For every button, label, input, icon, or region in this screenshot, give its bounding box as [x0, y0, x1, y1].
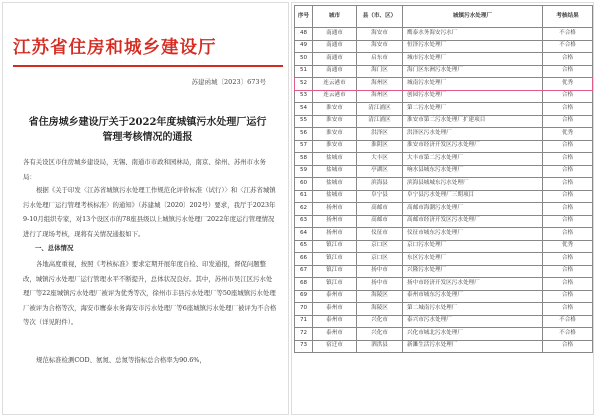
cell-county: 海安市: [357, 28, 403, 41]
cell-result: 合格: [543, 215, 593, 228]
cell-county: 仪征市: [357, 228, 403, 241]
table-row: [295, 153, 593, 166]
overview-paragraph: 各地高度重视，按照《考核标准》要求定期开展年度自检、印发通报，督促问题整改，城镇污水处理厂运行管理水平不断提升，总体状况良好。其中，苏州市吴江区污水处理厂等22座城镇污水处理厂被评为优秀等次，徐州市丰县污水处理厂等50座城镇污水处理厂被评为合格等次，海安市鹰泰水务海安市污水处理厂等6座城镇污水处理厂被评为不合格等次（详见附件）。: [23, 260, 277, 326]
table-row: [295, 228, 593, 241]
cell-county: 海州区: [357, 90, 403, 103]
cell-result: 合格: [543, 253, 593, 266]
table-header-row: [295, 6, 593, 28]
cell-index: 59: [295, 165, 313, 178]
cell-plant: 大丰市第二污水处理厂: [403, 153, 543, 166]
cell-index: 66: [295, 253, 313, 266]
cell-city: 南通市: [313, 28, 357, 41]
cell-index: 51: [295, 65, 313, 78]
table-row: [295, 315, 593, 328]
cell-result: 合格: [543, 228, 593, 241]
table-row: [295, 90, 593, 103]
cell-index: 69: [295, 290, 313, 303]
cell-city: 宿迁市: [313, 340, 357, 353]
cell-result: 合格: [543, 140, 593, 153]
cell-plant: 新濉生活污水处理厂: [403, 340, 543, 353]
table-row: [295, 115, 593, 128]
cell-plant: 淮安市经济开发区污水处理厂: [403, 140, 543, 153]
cell-result: 合格: [543, 103, 593, 116]
cell-city: 镇江市: [313, 253, 357, 266]
cell-county: 海州区: [357, 78, 403, 91]
table-row: [295, 215, 593, 228]
cell-city: 镇江市: [313, 240, 357, 253]
cell-result: 不合格: [543, 28, 593, 41]
document-title: 省住房城乡建设厅关于2022年度城镇污水处理厂运行管理考核情况的通报: [28, 117, 267, 143]
cell-city: 镇江市: [313, 278, 357, 291]
cell-county: 海门区: [357, 65, 403, 78]
cell-city: 扬州市: [313, 228, 357, 241]
cell-county: 海陵区: [357, 290, 403, 303]
cell-result: 优秀: [543, 78, 593, 91]
header-city: 城市: [313, 6, 357, 28]
cell-city: 泰州市: [313, 303, 357, 316]
cell-plant: 泰兴市污水处理厂: [403, 315, 543, 328]
cell-index: 50: [295, 53, 313, 66]
cell-county: 大丰区: [357, 153, 403, 166]
cell-county: 阜宁县: [357, 190, 403, 203]
document-page: [2, 2, 289, 415]
table-row: [295, 328, 593, 341]
cell-plant: 高邮市海潮污水处理厂: [403, 203, 543, 216]
cell-county: 扬中市: [357, 278, 403, 291]
table-row: [295, 240, 593, 253]
cell-index: 60: [295, 178, 313, 191]
cell-county: 亭湖区: [357, 165, 403, 178]
cell-plant: 恒泽污水处理厂: [403, 40, 543, 53]
cell-city: 盐城市: [313, 165, 357, 178]
cell-plant: 海门区东洲污水处理厂: [403, 65, 543, 78]
cell-plant: 淮安市第二污水处理厂扩建项目: [403, 115, 543, 128]
cell-index: 67: [295, 265, 313, 278]
cell-result: 不合格: [543, 40, 593, 53]
cell-city: 连云港市: [313, 78, 357, 91]
cell-result: 不合格: [543, 328, 593, 341]
cell-plant: 响水县城东污水处理厂: [403, 165, 543, 178]
results-table-page: [291, 2, 594, 415]
cell-plant: 城市污水处理厂: [403, 53, 543, 66]
results-table: [294, 5, 593, 353]
cell-index: 68: [295, 278, 313, 291]
cell-index: 52: [295, 78, 313, 91]
cell-plant: 鹰泰水务海安污水厂: [403, 28, 543, 41]
cell-plant: 扬中市经济开发区污水处理厂: [403, 278, 543, 291]
cell-result: 优秀: [543, 128, 593, 141]
cell-index: 63: [295, 215, 313, 228]
cell-city: 盐城市: [313, 190, 357, 203]
cell-county: 淮阴区: [357, 140, 403, 153]
cell-county: 兴化市: [357, 315, 403, 328]
cell-result: 合格: [543, 90, 593, 103]
cell-result: 合格: [543, 290, 593, 303]
cell-county: 海安市: [357, 40, 403, 53]
table-row: [295, 53, 593, 66]
cell-index: 70: [295, 303, 313, 316]
cell-index: 53: [295, 90, 313, 103]
cell-plant: 仪征市城东污水处理厂: [403, 228, 543, 241]
cell-city: 泰州市: [313, 290, 357, 303]
cell-city: 泰州市: [313, 315, 357, 328]
cell-county: 兴化市: [357, 328, 403, 341]
cell-county: 滨海县: [357, 178, 403, 191]
cell-plant: 泰州市城东污水处理厂: [403, 290, 543, 303]
cell-plant: 阜宁县污水处理厂三期项目: [403, 190, 543, 203]
table-row: [295, 303, 593, 316]
cell-county: 京口区: [357, 253, 403, 266]
document-number: 苏建函城〔2023〕673号: [191, 78, 266, 86]
cell-city: 扬州市: [313, 203, 357, 216]
cell-index: 55: [295, 115, 313, 128]
cell-result: 合格: [543, 340, 593, 353]
table-row: [295, 165, 593, 178]
cell-plant: 高邮市经济开发区污水处理厂: [403, 215, 543, 228]
intro-paragraph: 根据《关于印发〈江苏省城镇污水处理工作规范化评价标准（试行）〉和〈江苏省城镇污水处理厂运行管理考核标准〉的通知》（苏建城〔2020〕202号）要求，我厅于2023年9-10月组织专家，对13个设区市的78座县级以上城镇污水处理厂2022年度运行管理情况进行了现场考核，现将有关情况通报如下。: [23, 186, 276, 238]
cell-result: 合格: [543, 178, 593, 191]
cell-result: 合格: [543, 190, 593, 203]
addressee-paragraph: 各有关设区市住房城乡建设局，无锡、南通市市政和园林局，南京、徐州、苏州市水务局：: [23, 158, 266, 181]
cell-city: 泰州市: [313, 328, 357, 341]
cell-index: 73: [295, 340, 313, 353]
table-row: [295, 28, 593, 41]
cell-plant: 东区污水处理厂: [403, 253, 543, 266]
cell-county: 清江浦区: [357, 115, 403, 128]
table-row: [295, 128, 593, 141]
cell-county: 启东市: [357, 53, 403, 66]
cell-plant: 第二污水处理厂: [403, 103, 543, 116]
cell-plant: 第二城南污水处理厂: [403, 303, 543, 316]
cell-plant: 京口污水处理厂: [403, 240, 543, 253]
cell-county: 洪泽区: [357, 128, 403, 141]
cell-plant: 创园污水处理厂: [403, 90, 543, 103]
standards-paragraph: 规范标准检测COD、氨氮、总氮等指标总合格率为90.6%，: [36, 356, 206, 364]
table-row: [295, 290, 593, 303]
table-row: [295, 190, 593, 203]
cell-county: 清江浦区: [357, 103, 403, 116]
letterhead-title: 江苏省住房和城乡建设厅: [13, 38, 217, 58]
table-row: [295, 140, 593, 153]
cell-result: 合格: [543, 165, 593, 178]
cell-index: 62: [295, 203, 313, 216]
cell-county: 京口区: [357, 240, 403, 253]
cell-result: 合格: [543, 278, 593, 291]
table-row: [295, 253, 593, 266]
table-row: [295, 78, 593, 91]
cell-county: 海陵区: [357, 303, 403, 316]
table-row: [295, 265, 593, 278]
cell-result: 合格: [543, 53, 593, 66]
cell-county: 高邮市: [357, 215, 403, 228]
header-result: 考核结果: [543, 6, 593, 28]
cell-plant: 城南污水处理厂: [403, 78, 543, 91]
cell-city: 淮安市: [313, 140, 357, 153]
cell-city: 连云港市: [313, 90, 357, 103]
cell-city: 盐城市: [313, 178, 357, 191]
cell-plant: 兴隆污水处理厂: [403, 265, 543, 278]
letterhead-rule: [13, 65, 283, 67]
cell-city: 扬州市: [313, 215, 357, 228]
cell-city: 盐城市: [313, 153, 357, 166]
cell-index: 54: [295, 103, 313, 116]
cell-plant: 滨海县城城东污水处理厂: [403, 178, 543, 191]
cell-index: 56: [295, 128, 313, 141]
cell-index: 57: [295, 140, 313, 153]
header-index: 序号: [295, 6, 313, 28]
cell-result: 合格: [543, 203, 593, 216]
table-row: [295, 203, 593, 216]
cell-index: 58: [295, 153, 313, 166]
cell-county: 泗洪县: [357, 340, 403, 353]
cell-index: 48: [295, 28, 313, 41]
cell-result: 合格: [543, 65, 593, 78]
cell-index: 72: [295, 328, 313, 341]
cell-result: 优秀: [543, 240, 593, 253]
section-heading: 一、总体情况: [35, 244, 74, 252]
cell-plant: 兴化市城北污水处理厂: [403, 328, 543, 341]
cell-result: 合格: [543, 153, 593, 166]
cell-result: 合格: [543, 265, 593, 278]
cell-city: 南通市: [313, 65, 357, 78]
table-row: [295, 178, 593, 191]
cell-city: 淮安市: [313, 115, 357, 128]
cell-index: 71: [295, 315, 313, 328]
cell-city: 淮安市: [313, 128, 357, 141]
table-row: [295, 65, 593, 78]
table-row: [295, 340, 593, 353]
cell-index: 64: [295, 228, 313, 241]
cell-city: 镇江市: [313, 265, 357, 278]
cell-index: 65: [295, 240, 313, 253]
cell-county: 扬中市: [357, 265, 403, 278]
cell-city: 南通市: [313, 53, 357, 66]
header-plant: 城镇污水处理厂: [403, 6, 543, 28]
header-county: 县（市、区）: [357, 6, 403, 28]
cell-city: 淮安市: [313, 103, 357, 116]
cell-result: 合格: [543, 303, 593, 316]
table-row: [295, 40, 593, 53]
cell-index: 49: [295, 40, 313, 53]
table-row: [295, 103, 593, 116]
cell-city: 南通市: [313, 40, 357, 53]
cell-result: 合格: [543, 115, 593, 128]
table-row: [295, 278, 593, 291]
cell-index: 61: [295, 190, 313, 203]
cell-county: 高邮市: [357, 203, 403, 216]
cell-result: 不合格: [543, 315, 593, 328]
cell-plant: 洪泽区污水处理厂: [403, 128, 543, 141]
